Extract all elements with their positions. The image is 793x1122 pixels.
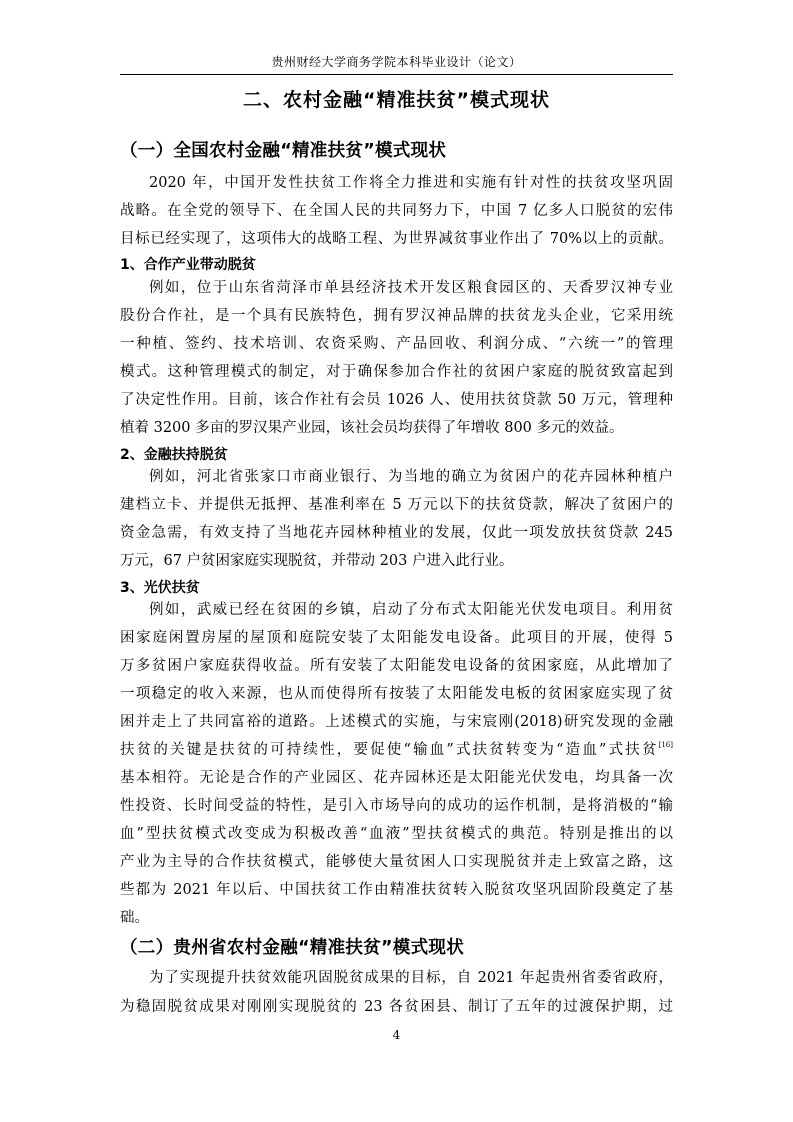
paragraph-line: 困并走上了共同富裕的道路。上述模式的实施，与宋宸刚(2018)研究发现的金融 xyxy=(120,714,673,730)
paragraph-line: 为稳固脱贫成果对刚刚实现脱贫的 23 各贫困县、制订了五年的过渡保护期，过 xyxy=(120,999,673,1015)
paragraph-line: 万多贫困户家庭获得收益。所有安装了太阳能发电设备的贫困家庭，从此增加了 xyxy=(120,658,673,674)
paragraph-line: 性投资、长时间受益的特性，是引入市场导向的成功的运作机制，是将消极的“输 xyxy=(120,798,673,814)
paragraph-line: 目标已经实现了，这项伟大的战略工程、为世界减贫事业作出了 70%以上的贡献。 xyxy=(120,231,673,247)
paragraph-line: 一项稳定的收入来源，也从而使得所有按装了太阳能发电板的贫困家庭实现了贫 xyxy=(120,686,673,702)
paragraph-line: 础。 xyxy=(120,910,149,926)
paragraph-line: 例如，武威已经在贫困的乡镇，启动了分布式太阳能光伏发电项目。利用贫 xyxy=(149,602,673,618)
paragraph-line-with-citation xyxy=(120,740,673,760)
paragraph-line: 为了实现提升扶贫效能巩固脱贫成果的目标，自 2021 年起贵州省委省政府， xyxy=(149,970,673,986)
paragraph-line: 些都为 2021 年以后、中国扶贫工作由精准扶贫转入脱贫攻坚巩固阶段奠定了基 xyxy=(120,882,673,898)
paragraph-line: 模式。这种管理模式的制定，对于确保参加合作社的贫困户家庭的脱贫致富起到 xyxy=(120,364,673,380)
subsection-title-finance: 2、金融扶持脱贫 xyxy=(120,447,228,463)
paragraph-line: 血”型扶贫模式改变成为积极改善“血液”型扶贫模式的典范。特别是推出的以 xyxy=(120,826,673,842)
paragraph-line: 建档立卡、并提供无抵押、基准利率在 5 万元以下的扶贫贷款，解决了贫困户的 xyxy=(120,497,673,513)
subsection-title-industry: 1、合作产业带动脱贫 xyxy=(120,257,256,273)
paragraph-line: 困家庭闲置房屋的屋顶和庭院安装了太阳能发电设备。此项目的开展，使得 5 xyxy=(120,630,673,646)
paragraph-line: 股份合作社，是一个具有民族特色，拥有罗汉神品牌的扶贫龙头企业，它采用统 xyxy=(120,308,673,324)
paragraph-line-text: 扶贫的关键是扶贫的可持续性，要促使“输血”式扶贫转变为“造血”式扶贫 xyxy=(120,742,659,758)
paragraph-line: 例如，位于山东省菏泽市单县经济技术开发区粮食园区的、天香罗汉神专业 xyxy=(149,280,673,296)
chapter-title: 二、农村金融“精准扶贫”模式现状 xyxy=(243,89,550,111)
paragraph-line: 资金急需，有效支持了当地花卉园林种植业的发展，仅此一项发放扶贫贷款 245 xyxy=(120,525,673,541)
paragraph-line: 万元，67 户贫困家庭实现脱贫，并带动 203 户进入此行业。 xyxy=(120,553,514,569)
subsection-title-solar: 3、光伏扶贫 xyxy=(120,580,200,596)
paragraph-line: 产业为主导的合作扶贫模式，能够使大量贫困人口实现脱贫并走上致富之路，这 xyxy=(120,854,673,870)
section-title-guizhou-text: （二）贵州省农村金融“精准扶贫”模式现状 xyxy=(120,938,465,958)
paragraph-line: 例如，河北省张家口市商业银行、为当地的确立为贫困户的花卉园林种植户 xyxy=(149,469,673,485)
paragraph-line: 战略。在全党的领导下、在全国人民的共同努力下，中国 7 亿多人口脱贫的宏伟 xyxy=(120,203,673,219)
paragraph-line: 一种植、签约、技术培训、农资采购、产品回收、利润分成、“六统一”的管理 xyxy=(120,336,673,352)
paragraph-line: 基本相符。无论是合作的产业园区、花卉园林还是太阳能光伏发电，均具备一次 xyxy=(120,770,673,786)
page-number: 4 xyxy=(392,1028,401,1042)
paragraph-line: 2020 年，中国开发性扶贫工作将全力推进和实施有针对性的扶贫攻坚巩固 xyxy=(149,175,673,191)
citation-mark: [16] xyxy=(658,741,673,749)
running-header: 贵州财经大学商务学院本科毕业设计（论文） xyxy=(271,55,522,69)
paragraph-line: 了决定性作用。目前，该合作社有会员 1026 人、使用扶贫贷款 50 万元，管理种 xyxy=(120,392,673,408)
header-rule xyxy=(120,74,673,75)
section-title-national: （一）全国农村金融“精准扶贫”模式现状 xyxy=(120,141,447,161)
paragraph-line: 植着 3200 多亩的罗汉果产业园，该社会员均获得了年增收 800 多元的效益。 xyxy=(120,420,624,436)
